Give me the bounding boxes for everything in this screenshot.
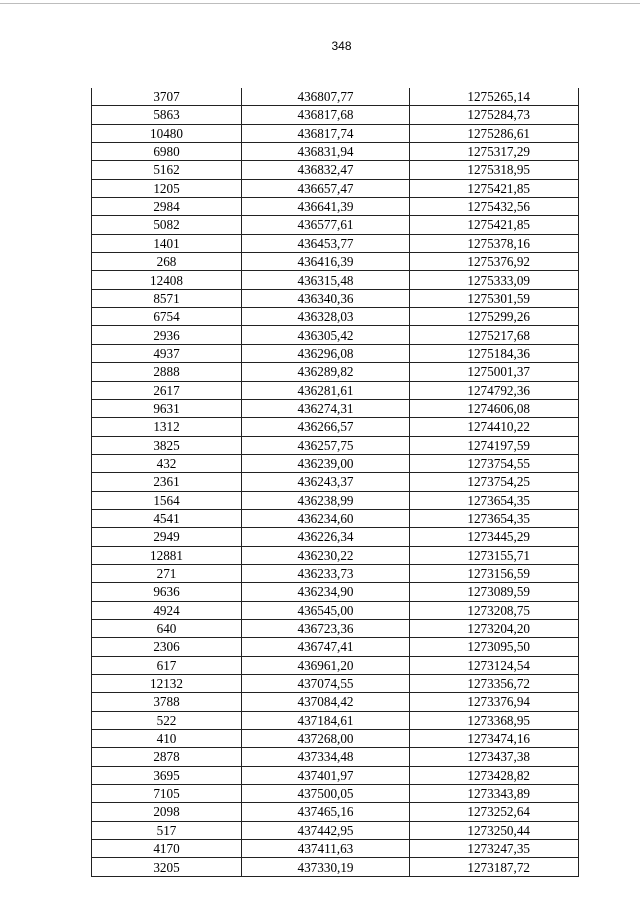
- x-coordinate-cell: 436328,03: [242, 308, 410, 326]
- point-number-cell: 1564: [92, 491, 242, 509]
- point-number-cell: 517: [92, 821, 242, 839]
- x-coordinate-cell: 437465,16: [242, 803, 410, 821]
- y-coordinate-cell: 1275301,59: [410, 289, 579, 307]
- table-row: [92, 289, 579, 307]
- x-coordinate-cell: 436281,61: [242, 381, 410, 399]
- y-coordinate-cell: 1273343,89: [410, 785, 579, 803]
- y-coordinate-cell: 1275317,29: [410, 143, 579, 161]
- x-coordinate-cell: 437500,05: [242, 785, 410, 803]
- point-number-cell: 4170: [92, 840, 242, 858]
- point-number-cell: 5863: [92, 106, 242, 124]
- table-row: [92, 509, 579, 527]
- point-number-cell: 3205: [92, 858, 242, 876]
- y-coordinate-cell: 1273654,35: [410, 509, 579, 527]
- x-coordinate-cell: 436274,31: [242, 399, 410, 417]
- y-coordinate-cell: 1273754,25: [410, 473, 579, 491]
- point-number-cell: 271: [92, 564, 242, 582]
- point-number-cell: 522: [92, 711, 242, 729]
- point-number-cell: 2098: [92, 803, 242, 821]
- x-coordinate-cell: 436961,20: [242, 656, 410, 674]
- x-coordinate-cell: 436226,34: [242, 528, 410, 546]
- x-coordinate-cell: 436657,47: [242, 179, 410, 197]
- point-number-cell: 5082: [92, 216, 242, 234]
- y-coordinate-cell: 1273252,64: [410, 803, 579, 821]
- point-number-cell: 2984: [92, 198, 242, 216]
- table-row: [92, 675, 579, 693]
- y-coordinate-cell: 1273474,16: [410, 730, 579, 748]
- point-number-cell: 12132: [92, 675, 242, 693]
- coordinates-table: [91, 88, 579, 877]
- table-row: [92, 840, 579, 858]
- x-coordinate-cell: 436296,08: [242, 344, 410, 362]
- point-number-cell: 9636: [92, 583, 242, 601]
- x-coordinate-cell: 437268,00: [242, 730, 410, 748]
- y-coordinate-cell: 1275421,85: [410, 179, 579, 197]
- y-coordinate-cell: 1274197,59: [410, 436, 579, 454]
- x-coordinate-cell: 436831,94: [242, 143, 410, 161]
- table-row: [92, 638, 579, 656]
- table-row: [92, 436, 579, 454]
- point-number-cell: 4937: [92, 344, 242, 362]
- y-coordinate-cell: 1273368,95: [410, 711, 579, 729]
- y-coordinate-cell: 1275376,92: [410, 253, 579, 271]
- point-number-cell: 2361: [92, 473, 242, 491]
- coordinates-table-body: [92, 88, 579, 876]
- point-number-cell: 2936: [92, 326, 242, 344]
- table-row: [92, 344, 579, 362]
- y-coordinate-cell: 1273247,35: [410, 840, 579, 858]
- y-coordinate-cell: 1273095,50: [410, 638, 579, 656]
- y-coordinate-cell: 1274410,22: [410, 418, 579, 436]
- table-row: [92, 326, 579, 344]
- y-coordinate-cell: 1275333,09: [410, 271, 579, 289]
- y-coordinate-cell: 1273250,44: [410, 821, 579, 839]
- x-coordinate-cell: 436340,36: [242, 289, 410, 307]
- table-row: [92, 693, 579, 711]
- table-row: [92, 619, 579, 637]
- x-coordinate-cell: 437334,48: [242, 748, 410, 766]
- table-row: [92, 656, 579, 674]
- point-number-cell: 1312: [92, 418, 242, 436]
- table-row: [92, 583, 579, 601]
- point-number-cell: 8571: [92, 289, 242, 307]
- table-row: [92, 161, 579, 179]
- table-row: [92, 454, 579, 472]
- x-coordinate-cell: 436257,75: [242, 436, 410, 454]
- table-row: [92, 271, 579, 289]
- y-coordinate-cell: 1273428,82: [410, 766, 579, 784]
- x-coordinate-cell: 437442,95: [242, 821, 410, 839]
- y-coordinate-cell: 1273089,59: [410, 583, 579, 601]
- point-number-cell: 2878: [92, 748, 242, 766]
- y-coordinate-cell: 1274792,36: [410, 381, 579, 399]
- x-coordinate-cell: 436305,42: [242, 326, 410, 344]
- y-coordinate-cell: 1275421,85: [410, 216, 579, 234]
- y-coordinate-cell: 1273204,20: [410, 619, 579, 637]
- y-coordinate-cell: 1274606,08: [410, 399, 579, 417]
- y-coordinate-cell: 1273208,75: [410, 601, 579, 619]
- y-coordinate-cell: 1273437,38: [410, 748, 579, 766]
- y-coordinate-cell: 1273754,55: [410, 454, 579, 472]
- table-row: [92, 399, 579, 417]
- y-coordinate-cell: 1275432,56: [410, 198, 579, 216]
- point-number-cell: 2888: [92, 363, 242, 381]
- y-coordinate-cell: 1273376,94: [410, 693, 579, 711]
- table-row: [92, 363, 579, 381]
- y-coordinate-cell: 1275184,36: [410, 344, 579, 362]
- table-row: [92, 491, 579, 509]
- y-coordinate-cell: 1273356,72: [410, 675, 579, 693]
- table-row: [92, 381, 579, 399]
- point-number-cell: 2949: [92, 528, 242, 546]
- table-row: [92, 198, 579, 216]
- y-coordinate-cell: 1275299,26: [410, 308, 579, 326]
- point-number-cell: 12881: [92, 546, 242, 564]
- y-coordinate-cell: 1273155,71: [410, 546, 579, 564]
- point-number-cell: 6754: [92, 308, 242, 326]
- point-number-cell: 5162: [92, 161, 242, 179]
- point-number-cell: 268: [92, 253, 242, 271]
- y-coordinate-cell: 1273124,54: [410, 656, 579, 674]
- x-coordinate-cell: 437330,19: [242, 858, 410, 876]
- table-row: [92, 143, 579, 161]
- x-coordinate-cell: 436832,47: [242, 161, 410, 179]
- x-coordinate-cell: 437184,61: [242, 711, 410, 729]
- point-number-cell: 12408: [92, 271, 242, 289]
- x-coordinate-cell: 437401,97: [242, 766, 410, 784]
- table-row: [92, 418, 579, 436]
- table-row: [92, 179, 579, 197]
- point-number-cell: 1401: [92, 234, 242, 252]
- y-coordinate-cell: 1275286,61: [410, 124, 579, 142]
- table-row: [92, 253, 579, 271]
- table-row: [92, 216, 579, 234]
- x-coordinate-cell: 436238,99: [242, 491, 410, 509]
- x-coordinate-cell: 436641,39: [242, 198, 410, 216]
- table-row: [92, 106, 579, 124]
- y-coordinate-cell: 1275378,16: [410, 234, 579, 252]
- x-coordinate-cell: 436577,61: [242, 216, 410, 234]
- table-row: [92, 124, 579, 142]
- x-coordinate-cell: 436239,00: [242, 454, 410, 472]
- point-number-cell: 640: [92, 619, 242, 637]
- table-row: [92, 858, 579, 876]
- table-row: [92, 308, 579, 326]
- table-row: [92, 234, 579, 252]
- x-coordinate-cell: 437074,55: [242, 675, 410, 693]
- x-coordinate-cell: 436266,57: [242, 418, 410, 436]
- y-coordinate-cell: 1275217,68: [410, 326, 579, 344]
- x-coordinate-cell: 436817,68: [242, 106, 410, 124]
- table-row: [92, 601, 579, 619]
- point-number-cell: 4541: [92, 509, 242, 527]
- x-coordinate-cell: 436545,00: [242, 601, 410, 619]
- x-coordinate-cell: 436807,77: [242, 88, 410, 106]
- table-row: [92, 546, 579, 564]
- y-coordinate-cell: 1275265,14: [410, 88, 579, 106]
- point-number-cell: 3788: [92, 693, 242, 711]
- x-coordinate-cell: 436234,90: [242, 583, 410, 601]
- point-number-cell: 3695: [92, 766, 242, 784]
- table-row: [92, 821, 579, 839]
- point-number-cell: 410: [92, 730, 242, 748]
- x-coordinate-cell: 436234,60: [242, 509, 410, 527]
- y-coordinate-cell: 1273654,35: [410, 491, 579, 509]
- table-row: [92, 88, 579, 106]
- point-number-cell: 617: [92, 656, 242, 674]
- table-row: [92, 766, 579, 784]
- point-number-cell: 1205: [92, 179, 242, 197]
- point-number-cell: 3825: [92, 436, 242, 454]
- y-coordinate-cell: 1273187,72: [410, 858, 579, 876]
- table-row: [92, 803, 579, 821]
- x-coordinate-cell: 437084,42: [242, 693, 410, 711]
- table-row: [92, 785, 579, 803]
- x-coordinate-cell: 437411,63: [242, 840, 410, 858]
- top-border-line: [0, 3, 640, 4]
- y-coordinate-cell: 1275001,37: [410, 363, 579, 381]
- point-number-cell: 2617: [92, 381, 242, 399]
- point-number-cell: 3707: [92, 88, 242, 106]
- table-row: [92, 711, 579, 729]
- x-coordinate-cell: 436453,77: [242, 234, 410, 252]
- table-row: [92, 473, 579, 491]
- x-coordinate-cell: 436817,74: [242, 124, 410, 142]
- y-coordinate-cell: 1275284,73: [410, 106, 579, 124]
- point-number-cell: 10480: [92, 124, 242, 142]
- y-coordinate-cell: 1273156,59: [410, 564, 579, 582]
- y-coordinate-cell: 1275318,95: [410, 161, 579, 179]
- x-coordinate-cell: 436747,41: [242, 638, 410, 656]
- point-number-cell: 9631: [92, 399, 242, 417]
- point-number-cell: 7105: [92, 785, 242, 803]
- table-row: [92, 730, 579, 748]
- x-coordinate-cell: 436723,36: [242, 619, 410, 637]
- point-number-cell: 432: [92, 454, 242, 472]
- x-coordinate-cell: 436243,37: [242, 473, 410, 491]
- x-coordinate-cell: 436289,82: [242, 363, 410, 381]
- point-number-cell: 2306: [92, 638, 242, 656]
- point-number-cell: 6980: [92, 143, 242, 161]
- page-number: 348: [331, 39, 352, 53]
- x-coordinate-cell: 436233,73: [242, 564, 410, 582]
- table-row: [92, 564, 579, 582]
- x-coordinate-cell: 436315,48: [242, 271, 410, 289]
- x-coordinate-cell: 436416,39: [242, 253, 410, 271]
- table-row: [92, 528, 579, 546]
- x-coordinate-cell: 436230,22: [242, 546, 410, 564]
- point-number-cell: 4924: [92, 601, 242, 619]
- y-coordinate-cell: 1273445,29: [410, 528, 579, 546]
- table-row: [92, 748, 579, 766]
